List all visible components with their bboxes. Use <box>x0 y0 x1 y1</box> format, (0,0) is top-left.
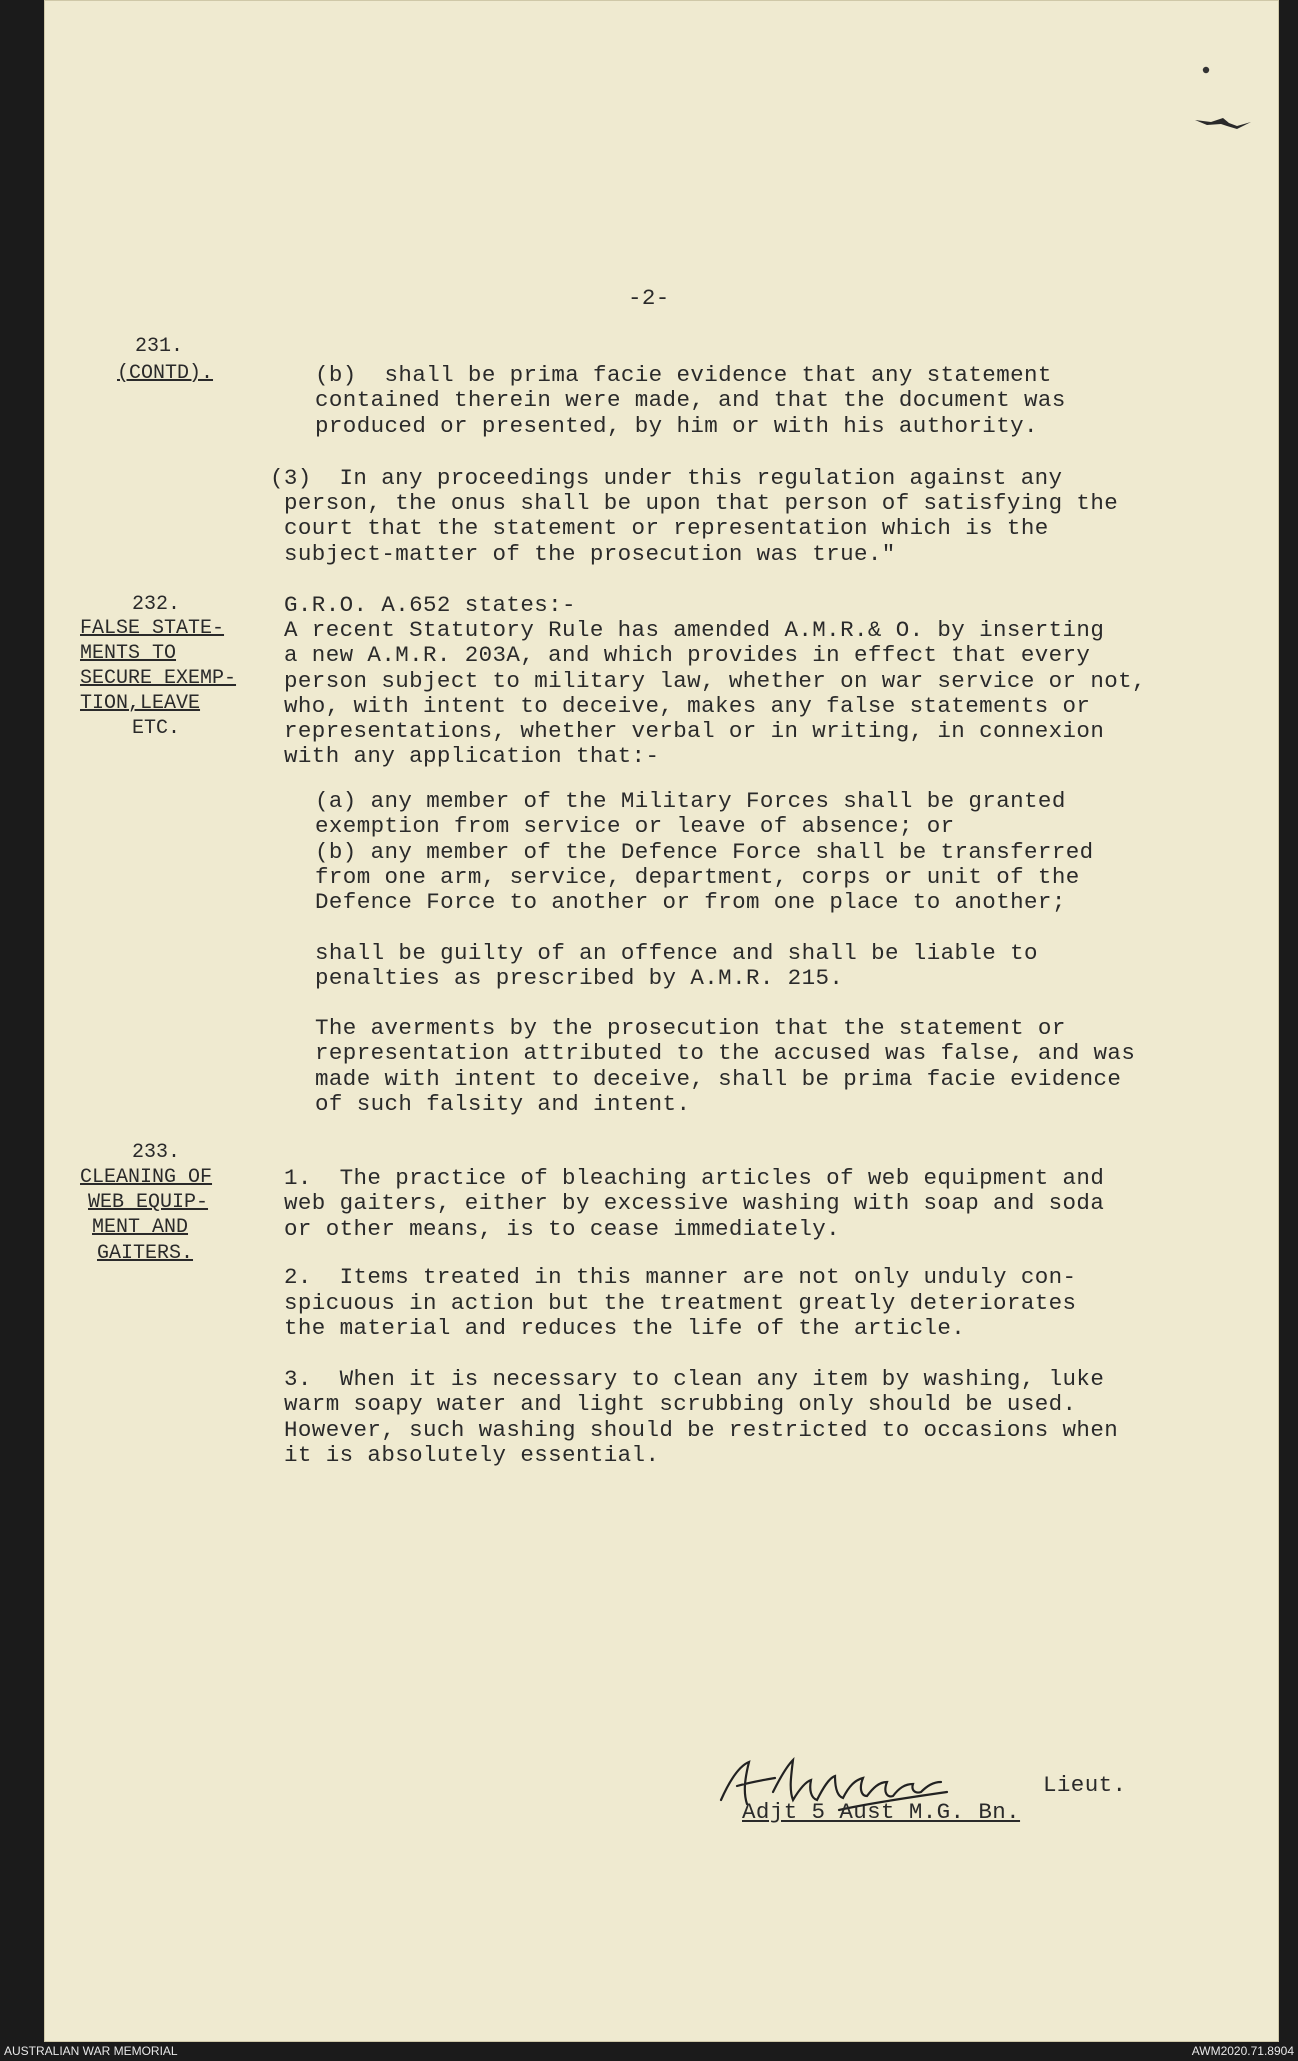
margin-heading-233-line-3: MENT AND <box>92 1216 189 1239</box>
sec233-p2-line-3: the material and reduces the life of the article. <box>284 1315 966 1341</box>
sec233-p2-line-1: 2. Items treated in this manner are not only unduly con- <box>284 1264 1077 1290</box>
sec233-p3-line-3: However, such washing should be restricted to occasions when <box>284 1417 1119 1443</box>
sec232-p2-line-4: from one arm, service, department, corps or unit of the <box>315 864 1080 890</box>
margin-heading-232-line-1: FALSE STATE- <box>80 617 225 640</box>
sec233-p1-line-1: 1. The practice of bleaching articles of web equipment and <box>284 1165 1105 1191</box>
footer-archive-name: AUSTRALIAN WAR MEMORIAL <box>4 2044 178 2058</box>
signatory-rank: Lieut. <box>1043 1772 1127 1798</box>
signatory-appointment: Adjt 5 Aust M.G. Bn. <box>742 1799 1021 1825</box>
ink-dot <box>1202 61 1210 69</box>
sec232-p2-line-3: (b) any member of the Defence Force shall be transferred <box>315 839 1094 865</box>
sec232-p2-line-2: exemption from service or leave of absence; or <box>315 813 955 839</box>
margin-heading-232-line-5: ETC. <box>132 717 181 740</box>
margin-heading-232-line-2: MENTS TO <box>80 642 177 665</box>
sec233-p1-line-2: web gaiters, either by excessive washing with soap and soda <box>284 1190 1105 1216</box>
sec233-p2-line-2: spicuous in action but the treatment greatly deteriorates <box>284 1290 1077 1316</box>
sec231-3-line-1: (3) In any proceedings under this regulation against any <box>270 465 1063 491</box>
sec231-3-line-2: person, the onus shall be upon that person of satisfying the <box>284 490 1119 516</box>
sec232-p1-line-5: who, with intent to deceive, makes any false statements or <box>284 693 1091 719</box>
margin-heading-232-line-3: SECURE EXEMP- <box>80 667 237 690</box>
ink-smudge <box>1193 108 1255 136</box>
margin-heading-233-line-1: CLEANING OF <box>80 1166 213 1189</box>
sec232-p1-line-1: G.R.O. A.652 states:- <box>284 592 576 618</box>
sec232-p2-line-1: (a) any member of the Military Forces shall be granted <box>315 788 1066 814</box>
sec231-b-line-2: contained therein were made, and that the document was <box>315 387 1066 413</box>
sec232-p3-line-1: shall be guilty of an offence and shall be liable to <box>315 940 1038 966</box>
sec231-b-line-3: produced or presented, by him or with his authority. <box>315 413 1038 439</box>
section-number-231: 231. <box>135 335 184 358</box>
sec233-p1-line-3: or other means, is to cease immediately. <box>284 1216 841 1242</box>
margin-heading-233-line-2: WEB EQUIP- <box>88 1191 209 1214</box>
sec231-b-line-1: (b) shall be prima facie evidence that any statement <box>315 362 1052 388</box>
footer-accession-number: AWM2020.71.8904 <box>1191 2044 1294 2058</box>
page-number: -2- <box>628 285 670 311</box>
sec232-p4-line-4: of such falsity and intent. <box>315 1091 691 1117</box>
sec232-p1-line-7: with any application that:- <box>284 743 660 769</box>
sec232-p4-line-1: The averments by the prosecution that the statement or <box>315 1015 1066 1041</box>
section-number-233: 233. <box>132 1141 181 1164</box>
sec232-p1-line-2: A recent Statutory Rule has amended A.M.R.& O. by inserting <box>284 617 1105 643</box>
sec233-p3-line-2: warm soapy water and light scrubbing only should be used. <box>284 1391 1077 1417</box>
sec232-p1-line-4: person subject to military law, whether on war service or not, <box>284 668 1146 694</box>
margin-heading-231: (CONTD). <box>117 362 214 385</box>
sec232-p2-line-5: Defence Force to another or from one place to another; <box>315 889 1066 915</box>
sec232-p1-line-6: representations, whether verbal or in writing, in connexion <box>284 718 1105 744</box>
sec231-3-line-3: court that the statement or representation which is the <box>284 515 1049 541</box>
section-number-232: 232. <box>132 593 181 616</box>
margin-heading-232-line-4: TION,LEAVE <box>80 692 201 715</box>
sec232-p4-line-3: made with intent to deceive, shall be prima facie evidence <box>315 1066 1122 1092</box>
sec233-p3-line-1: 3. When it is necessary to clean any item by washing, luke <box>284 1366 1105 1392</box>
sec233-p3-line-4: it is absolutely essential. <box>284 1442 660 1468</box>
margin-heading-233-line-4: GAITERS. <box>97 1242 194 1265</box>
sec232-p4-line-2: representation attributed to the accused was false, and was <box>315 1040 1136 1066</box>
sec232-p3-line-2: penalties as prescribed by A.M.R. 215. <box>315 965 844 991</box>
sec232-p1-line-3: a new A.M.R. 203A, and which provides in effect that every <box>284 642 1091 668</box>
sec231-3-line-4: subject-matter of the prosecution was true." <box>284 541 896 567</box>
